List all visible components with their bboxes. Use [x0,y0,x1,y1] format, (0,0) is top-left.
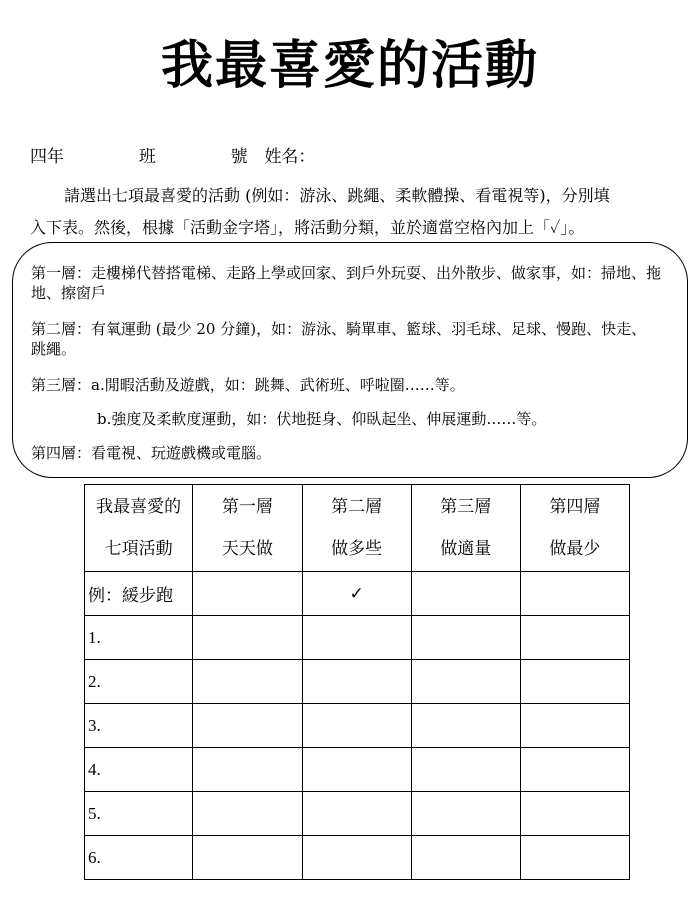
table-cell[interactable] [520,792,629,836]
table-cell[interactable] [520,660,629,704]
level-3a-description: 第三層：a.閒暇活動及遊戲，如：跳舞、武術班、呼啦圈……等。 [31,376,465,394]
row-number: 1. [85,616,193,660]
level-4-description: 第四層：看電視、玩遊戲機或電腦。 [31,444,272,462]
table-cell[interactable] [302,660,411,704]
table-cell[interactable] [520,572,629,616]
table-cell[interactable] [302,836,411,880]
instructions-line-1: 請選出七項最喜愛的活動 (例如：游泳、跳繩、柔軟體操、看電視等)，分別填 [64,186,610,205]
table-cell[interactable] [411,748,520,792]
table-cell[interactable] [193,616,302,660]
table-cell[interactable] [302,792,411,836]
table-cell[interactable] [302,704,411,748]
page-title: 我最喜愛的活動 [160,36,539,96]
row-number: 5. [85,792,193,836]
number-label: 號 [230,147,248,167]
table-cell[interactable] [302,616,411,660]
row-number: 4. [85,748,193,792]
row-number: 2. [85,660,193,704]
table-row [85,748,630,792]
checkmark-icon: ✓ [302,572,411,616]
header-level-2: 第二層 做多些 [302,485,411,572]
table-cell[interactable] [411,836,520,880]
header-level-1: 第一層 天天做 [193,485,302,572]
activity-pyramid-box [12,242,688,478]
table-row [85,660,630,704]
table-cell[interactable] [520,748,629,792]
header-level-4: 第四層 做最少 [520,485,629,572]
activity-table [84,484,630,880]
level-2-description: 第二層：有氧運動 (最少 20 分鐘)，如：游泳、騎單車、籃球、羽毛球、足球、慢跑、快走、跳繩。 [31,320,647,358]
table-cell[interactable] [411,660,520,704]
class-label: 班 [138,147,156,167]
student-info-line [30,142,315,167]
row-number: 3. [85,704,193,748]
table-cell[interactable] [520,616,629,660]
table-cell[interactable] [193,748,302,792]
name-label: 姓名： [264,147,316,167]
table-cell[interactable] [193,836,302,880]
table-row [85,704,630,748]
table-cell[interactable] [411,792,520,836]
header-activities: 我最喜愛的 七項活動 [85,485,193,572]
instructions-line-2: 入下表。然後，根據「活動金字塔」，將活動分類，並於適當空格內加上「✓」。 [30,218,585,237]
table-header-row [85,485,630,572]
table-row [85,616,630,660]
level-1-description: 第一層：走樓梯代替搭電梯、走路上學或回家、到戶外玩耍、出外散步、做家事，如：掃地、拖地、擦窗戶 [31,264,662,302]
table-cell[interactable] [193,660,302,704]
level-3b-description: b.強度及柔軟度運動，如：伏地挺身、仰臥起坐、伸展運動……等。 [97,410,547,428]
table-cell[interactable] [193,572,302,616]
example-label: 例：緩步跑 [85,572,193,616]
table-cell[interactable] [193,704,302,748]
table-row [85,836,630,880]
table-cell[interactable] [302,748,411,792]
row-number: 6. [85,836,193,880]
instructions [30,180,670,244]
table-cell[interactable] [520,704,629,748]
example-row [85,572,630,616]
table-cell[interactable] [411,704,520,748]
table-cell[interactable] [193,792,302,836]
table-cell[interactable] [411,572,520,616]
header-level-3: 第三層 做適量 [411,485,520,572]
grade-label: 四年 [30,147,64,167]
table-row [85,792,630,836]
table-cell[interactable] [520,836,629,880]
table-cell[interactable] [411,616,520,660]
